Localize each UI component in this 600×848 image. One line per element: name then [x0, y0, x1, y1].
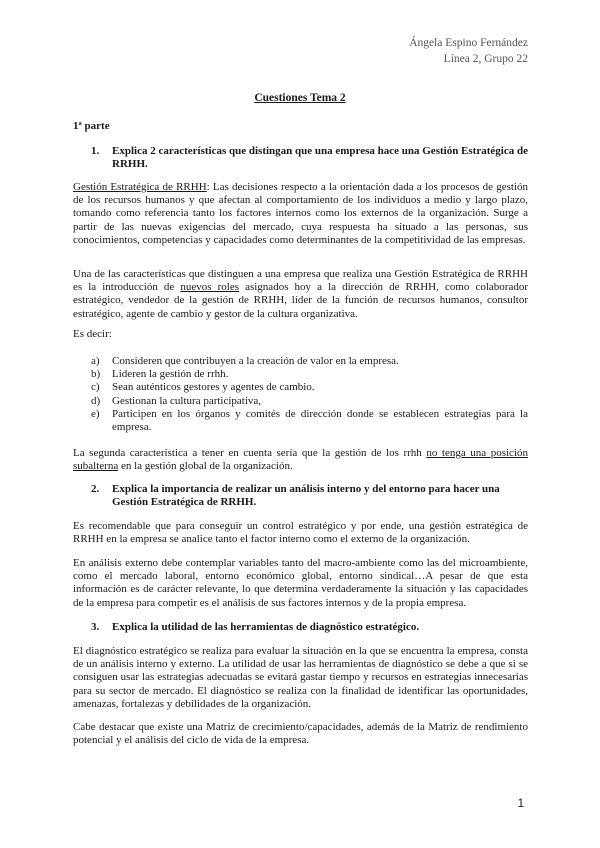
document-title: Cuestiones Tema 2 — [254, 92, 346, 104]
underlined-roles: nuevos roles — [180, 281, 240, 294]
list-marker: c) — [91, 381, 100, 394]
paragraph-second-characteristic — [73, 447, 528, 473]
list-item-text: Gestionan la cultura participativa, — [112, 394, 262, 407]
list-item-text: Sean auténticos gestores y agentes de cambio. — [112, 381, 315, 394]
paragraph-first-characteristic — [73, 268, 528, 321]
group-label: Línea 2, Grupo 22 — [443, 53, 528, 65]
list-marker: e) — [91, 407, 100, 420]
text-segment: Una de las características que distinguen a una empresa que realiza una Gestión Estratégica de RRHH es la introducción de — [73, 268, 528, 294]
part-heading: 1ª parte — [73, 120, 110, 132]
list-item — [91, 368, 528, 381]
question-1-number: 1. — [91, 145, 100, 157]
list-item — [91, 395, 528, 408]
list-item — [91, 355, 528, 368]
definition-term: Gestión Estratégica de RRHH — [73, 181, 207, 193]
question-2-text: Explica la importancia de realizar un análisis interno y del entorno para hacer una Gestión Estratégica de RRHH. — [112, 483, 500, 509]
page-header — [409, 35, 528, 67]
paragraph-control: Es recomendable que para conseguir un control estratégico y por ende, una gestión estratégica de RRHH en la empresa se analice tanto el factor interno como el externo de la organización. — [73, 520, 528, 546]
question-2-number: 2. — [91, 483, 100, 495]
list-item-text: Consideren que contribuyen a la creación de valor en la empresa. — [112, 355, 399, 367]
question-3-text: Explica la utilidad de las herramientas de diagnóstico estratégico. — [112, 621, 420, 633]
paragraph-es-decir: Es decir: — [73, 328, 112, 340]
list-marker: b) — [91, 368, 101, 381]
list-marker: a) — [91, 355, 100, 367]
underlined-subalterna: no tenga una posición subalterna — [73, 447, 528, 473]
list-item — [91, 381, 528, 394]
paragraph-diagnosis: El diagnóstico estratégico se realiza para evaluar la situación en la que se encuentra la empresa, consta de un análisis interno y externo. La utilidad de usar las herramientas de diagnóstico se debe a que si se consiguen usar las estrategias adecuadas se evitará gastar tiempo y recursos en estrategias innecesarias para su sector de mercado. El diagnóstico se realiza con la finalidad de identificar las oportunidades, amenazas, fortalezas y debilidades de la organización. — [73, 645, 528, 710]
paragraph-definition — [73, 181, 528, 247]
page-number: 1 — [517, 798, 524, 810]
list-item-text: Lideren la gestión de rrhh. — [112, 368, 229, 381]
characteristics-list — [91, 355, 528, 434]
text-segment: asignados hoy a la dirección de RRHH, como colaborador estratégico, vendedor de la gestión de RRHH, líder de la función de recursos humanos, consultor estratégico, agente de cambio y gestor de la cultura organizativa. — [73, 281, 528, 320]
definition-text: : Las decisiones respecto a la orientación dada a los procesos de gestión de los recursos humanos y que afectan al comportamiento de los individuos a medio y largo plazo, tomando como referencia tanto los factores internos como los externos de la organización. Surge a partir de las nuevas exigencias del mercado, cuya respuesta ha situado a las personas, sus conocimientos, competencias y capacidades como determinantes de la competitividad de las empresas. — [73, 181, 528, 246]
list-item — [91, 408, 528, 434]
author-name: Ángela Espino Fernández — [409, 37, 528, 49]
list-item-text: Participen en los órganos y comités de dirección donde se establecen estrategias para la empresa. — [112, 407, 528, 434]
paragraph-external-analysis: En análisis externo debe contemplar variables tanto del macro-ambiente como las del microambiente, como el mercado laboral, entorno económico global, entorno sindical…A pesar de que esta información es de carácter relevante, lo que determina verdaderamente la situación y las capacidades de la empresa para competir es el análisis de sus factores internos y de la propia empresa. — [73, 557, 528, 609]
question-3-number: 3. — [91, 621, 100, 633]
paragraph-matrices: Cabe destacar que existe una Matriz de crecimiento/capacidades, además de la Matriz de rendimiento potencial y el análisis del ciclo de vida de la empresa. — [73, 721, 528, 747]
text-segment: La segunda característica a tener en cuenta sería que la gestión de los rrhh — [73, 447, 427, 459]
list-marker: d) — [91, 394, 101, 407]
question-1-text: Explica 2 características que distingan que una empresa hace una Gestión Estratégica de RRHH. — [112, 145, 528, 171]
text-segment: en la gestión global de la organización. — [118, 460, 293, 473]
